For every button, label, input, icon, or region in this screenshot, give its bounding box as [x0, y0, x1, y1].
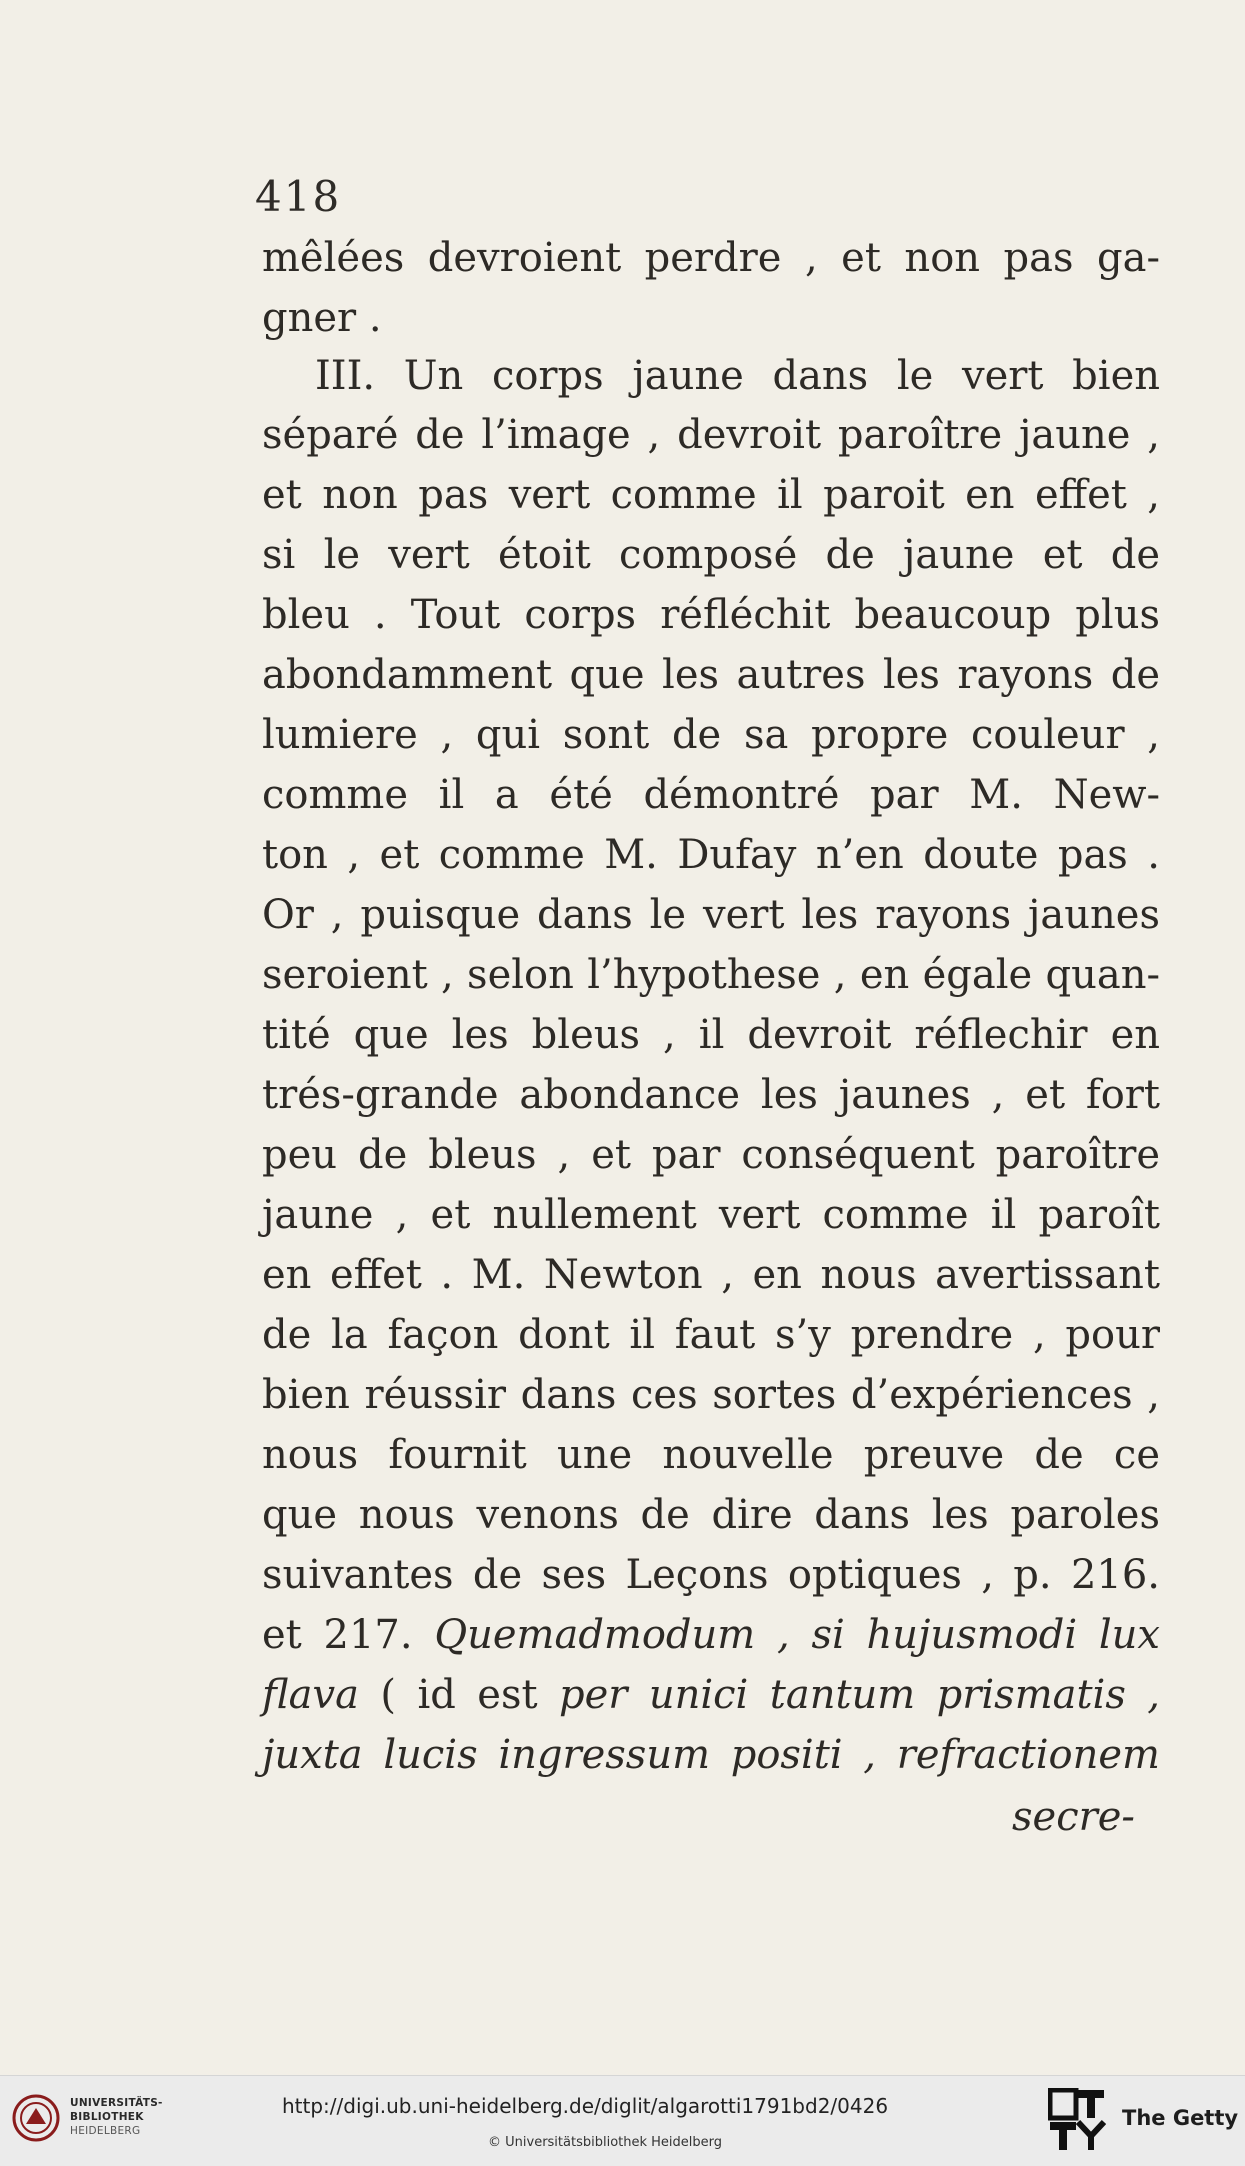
- institution-line: HEIDELBERG: [70, 2125, 141, 2137]
- institution-line: UNIVERSITÄTS-: [70, 2097, 163, 2109]
- text-line: séparé de l’image , devroit paroître jaune ,: [262, 412, 1160, 458]
- text-roman: ( id est: [380, 1672, 538, 1718]
- text-line: jaune , et nullement vert comme il paroît: [262, 1192, 1160, 1238]
- institution-name: [70, 2096, 163, 2138]
- institution-line: BIBLIOTHEK: [70, 2111, 144, 2123]
- text-line: que nous venons de dire dans les paroles: [262, 1492, 1160, 1538]
- text-italic: Quemadmodum , si hujusmodi lux: [434, 1612, 1160, 1658]
- university-seal-icon: [12, 2094, 60, 2142]
- text-line-mixed: [262, 1671, 1160, 1719]
- text-line: III. Un corps jaune dans le vert bien: [315, 353, 1160, 399]
- text-line: peu de bleus , et par conséquent paroître: [262, 1132, 1160, 1178]
- text-line: de la façon dont il faut s’y prendre , pour: [262, 1312, 1160, 1358]
- text-line: en effet . M. Newton , en nous avertissant: [262, 1252, 1160, 1298]
- partner-name: The Getty: [1122, 2106, 1239, 2130]
- text-line: seroient , selon l’hypothese , en égale quan-: [262, 952, 1160, 998]
- text-line: lumiere , qui sont de sa propre couleur ,: [262, 712, 1160, 758]
- text-line: bien réussir dans ces sortes d’expériences ,: [262, 1372, 1160, 1418]
- text-line: suivantes de ses Leçons optiques , p. 216.: [262, 1552, 1160, 1598]
- text-italic: per unici tantum prismatis ,: [559, 1672, 1161, 1718]
- text-line: trés-grande abondance les jaunes , et fort: [262, 1072, 1160, 1118]
- text-line: juxta lucis ingressum positi , refractionem: [262, 1732, 1160, 1778]
- text-line: ton , et comme M. Dufay n’en doute pas .: [262, 832, 1160, 878]
- text-line: si le vert étoit composé de jaune et de: [262, 532, 1160, 578]
- text-line: Or , puisque dans le vert les rayons jaunes: [262, 892, 1160, 938]
- text-italic: flava: [262, 1672, 359, 1718]
- text-line: et non pas vert comme il paroit en effet ,: [262, 472, 1160, 518]
- text-line: bleu . Tout corps réfléchit beaucoup plus: [262, 592, 1160, 638]
- getty-logo-icon: [1048, 2088, 1106, 2152]
- text-line: tité que les bleus , il devroit réflechir en: [262, 1012, 1160, 1058]
- page-number: 418: [255, 172, 342, 221]
- text-line: nous fournit une nouvelle preuve de ce: [262, 1432, 1160, 1478]
- text-line-mixed: [262, 1611, 1160, 1659]
- text-line: gner .: [262, 295, 382, 341]
- text-line: abondamment que les autres les rayons de: [262, 652, 1160, 698]
- catchword: secre-: [1012, 1794, 1135, 1840]
- copyright-notice: © Universitätsbibliothek Heidelberg: [488, 2135, 723, 2150]
- text-line: comme il a été démontré par M. New-: [262, 772, 1160, 818]
- permalink[interactable]: http://digi.ub.uni-heidelberg.de/diglit/algarotti1791bd2/0426: [282, 2094, 889, 2118]
- viewer-footer: [0, 2075, 1245, 2166]
- text-roman: et 217.: [262, 1612, 413, 1658]
- text-line: mêlées devroient perdre , et non pas ga-: [262, 235, 1160, 281]
